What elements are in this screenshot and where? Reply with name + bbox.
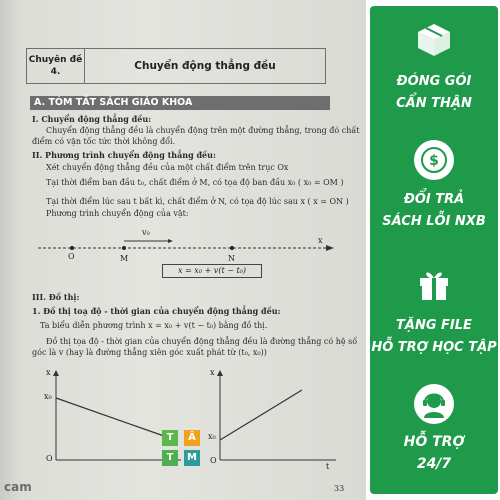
chapter-label	[27, 49, 85, 83]
promo-text-support-2: 24/7	[416, 456, 452, 472]
point-n-dot	[230, 246, 234, 250]
heading-graph: III. Đồ thị:	[32, 292, 80, 302]
promo-text-packing-1: ĐÓNG GÓI	[396, 74, 472, 89]
graph2-line	[220, 390, 302, 440]
velocity-arrowhead	[168, 239, 173, 243]
point-n-label: N	[228, 254, 235, 263]
promo-text-file-2: HỖ TRỢ HỌC TẬP	[371, 340, 497, 355]
promo-background	[370, 6, 498, 494]
section-heading-a: A. TÓM TẮT SÁCH GIÁO KHOA	[30, 96, 330, 110]
position-time-graph-increasing	[206, 370, 346, 470]
graph2-x-label: x	[210, 368, 215, 377]
axis-arrowhead	[326, 245, 334, 251]
graph2-t-label: t	[326, 462, 330, 471]
paragraph-line: Phương trình chuyển động của vật:	[46, 209, 189, 218]
svg-text:$: $	[429, 153, 439, 169]
logo-letter: T	[162, 450, 178, 466]
heading-equation: II. Phương trình chuyển động thẳng đều:	[32, 150, 216, 160]
promo-text-packing-2: CẨN THẬN	[396, 96, 472, 111]
money-icon	[414, 140, 454, 180]
promo-panel	[366, 0, 500, 500]
graph2-svg	[206, 370, 346, 470]
paragraph-line: Đồ thị tọa độ - thời gian của chuyển động thẳng đều là đường thẳng có hệ số	[46, 337, 358, 346]
velocity-label: v₀	[142, 228, 150, 237]
point-m-label: M	[120, 254, 129, 263]
paragraph-line: góc là v (hay là đường thẳng xiên góc xuất phát từ (t₀, x₀))	[32, 348, 267, 357]
motion-equation-box: x = x₀ + v(t − t₀)	[162, 264, 262, 278]
graph2-origin-label: O	[210, 456, 217, 465]
watermark-logo	[158, 428, 218, 470]
promo-text-return-1: ĐỔI TRẢ	[403, 192, 465, 207]
paragraph-line: Ta biểu diễn phương trình x = x₀ + v(t − t₀) bằng đồ thị.	[40, 321, 268, 330]
paragraph-line: Tại thời điểm ban đầu t₀, chất điểm ở M, có tọa độ ban đầu x₀ ( x₀ = OM )	[46, 178, 344, 187]
axis-x-label: x	[318, 236, 323, 245]
point-o-label: O	[68, 252, 75, 261]
gift-icon	[414, 264, 454, 304]
paragraph-line: Chuyển động thẳng đều là chuyển động trên một đường thẳng, trong đó chất	[46, 126, 360, 135]
chapter-header	[26, 48, 326, 84]
heading-uniform-motion: I. Chuyển động thẳng đều:	[32, 114, 152, 124]
point-o-dot	[70, 246, 74, 250]
promo-text-support-1: HỖ TRỢ	[403, 434, 465, 450]
paragraph-line: điểm có vận tốc tức thời không đổi.	[32, 137, 176, 146]
paragraph-line: Tại thời điểm lúc sau t bất kì, chất điểm ở N, có tọa độ lúc sau x ( x = ON )	[46, 197, 349, 206]
graph1-x0-label: x₀	[44, 392, 52, 401]
promo-text-return-2: SÁCH LỖI NXB	[382, 214, 486, 229]
point-m-dot	[122, 246, 126, 250]
graph1-x-label: x	[46, 368, 51, 377]
motion-axis-diagram	[38, 228, 338, 286]
heading-position-time-graph: 1. Đồ thị toạ độ - thời gian của chuyển động thẳng đều:	[32, 306, 281, 316]
promo-text-file-1: TẶNG FILE	[396, 318, 472, 333]
headset-icon	[414, 384, 454, 424]
page-number: 33	[334, 484, 345, 493]
logo-letter: T	[162, 430, 178, 446]
chapter-number: 4.	[50, 67, 61, 77]
paragraph-line: Xét chuyển động thẳng đều của một chất điểm trên trục Ox	[46, 163, 289, 172]
axis-svg	[38, 236, 338, 266]
graph1-line	[56, 398, 164, 436]
logo-letter: M	[184, 450, 200, 466]
logo-letter: Â	[184, 430, 200, 446]
chapter-label-text: Chuyên đề	[28, 55, 83, 65]
graph1-origin-label: O	[46, 454, 53, 463]
graph2-x0-label: x₀	[208, 432, 216, 441]
chapter-title: Chuyển động thẳng đều	[134, 60, 276, 72]
box-icon	[414, 20, 454, 60]
publisher-brand: cam	[4, 480, 32, 494]
